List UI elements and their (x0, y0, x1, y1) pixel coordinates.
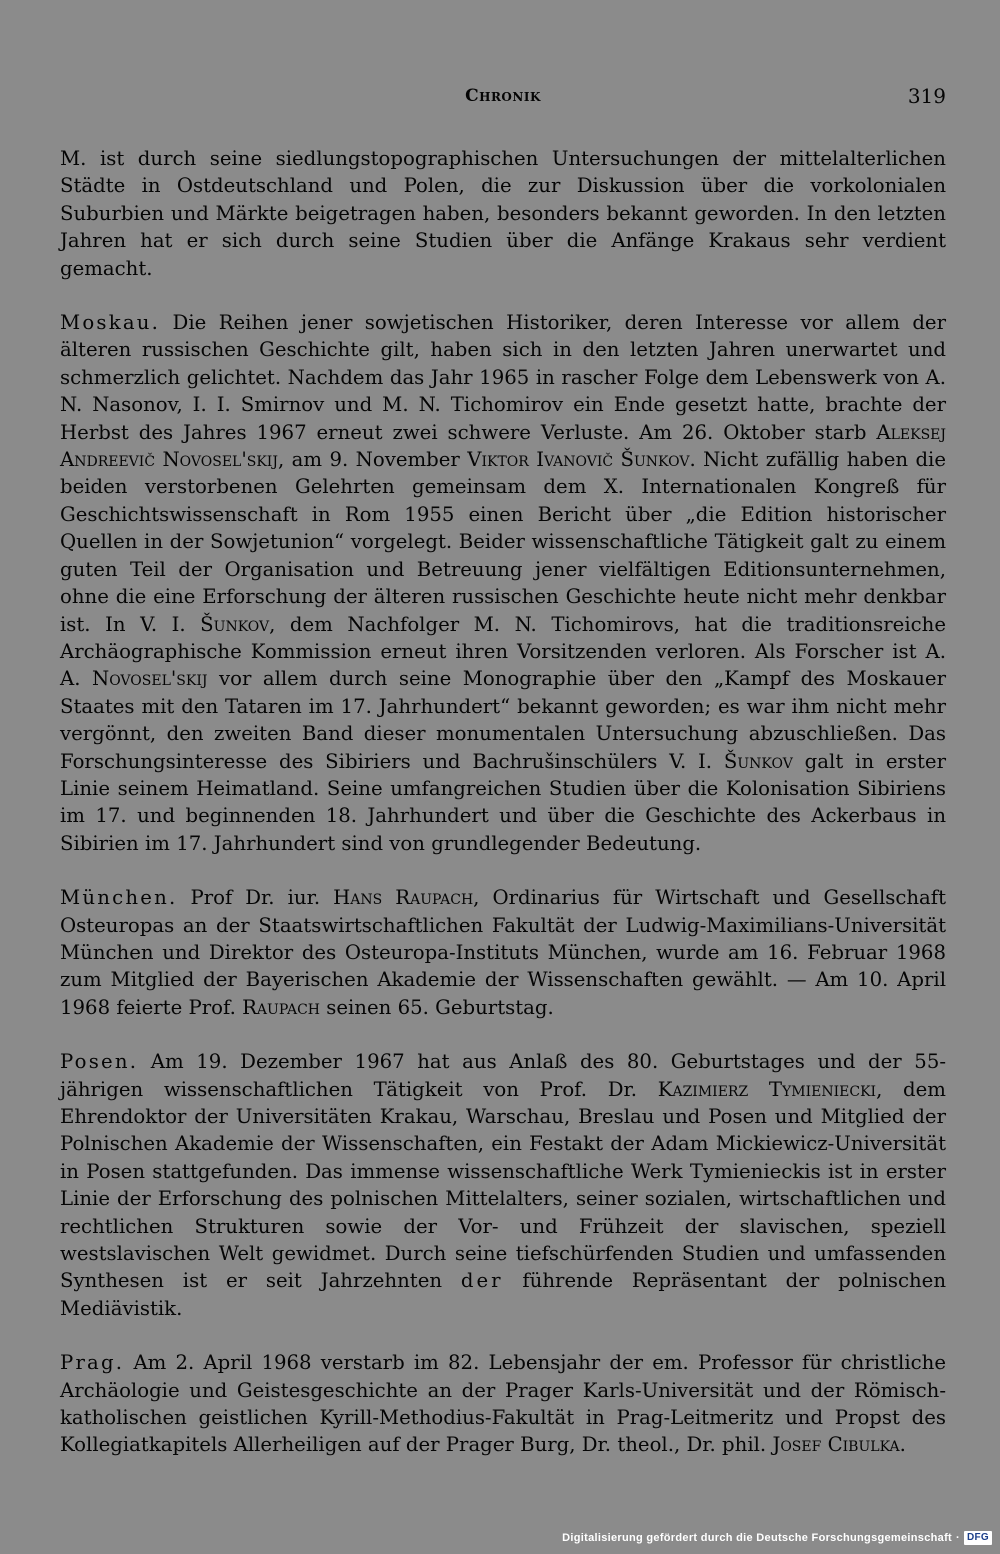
running-head: Chronik (465, 86, 541, 106)
paragraph-intro (60, 145, 946, 282)
paragraph-text: . Nicht zufällig haben die beiden verstorbenen Gelehrten gemeinsam dem X. Internationalen Kongreß für Geschichtswissenschaft in Rom 1955 einen Bericht über „die Edition historischer Quellen in der Sowjetunion“ vorgelegt. Beider wissenschaftliche Tätigkeit galt zu einem guten Teil der Organisation und Betreuung jener vielfältigen Editionsunternehmen, ohne die eine Erforschung der älteren russischen Geschichte heute nicht mehr denkbar ist. In V. I. (60, 448, 947, 636)
paragraph-text: Die Reihen jener sowjetischen Historiker, deren Interesse vor allem der älteren russischen Geschichte gilt, haben sich in den letzten Jahren unerwartet und schmerzlich gelichtet. Nachdem das Jahr 1965 in rascher Folge dem Lebenswerk von A. N. Nasonov, I. I. Smirnov und M. N. Tichomirov ein Ende gesetzt hatte, brachte der Herbst des Jahres 1967 erneut zwei schwere Verluste. Am 26. Oktober starb (60, 311, 946, 444)
place-name: Moskau. (60, 311, 161, 335)
paragraph-text: , am 9. November (277, 448, 468, 472)
person-name: Viktor Ivanovič Šunkov (467, 448, 690, 472)
paragraph-text: vor allem durch seine Monographie über den „Kampf des Moskauer Staates mit den Tataren im 17. Jahrhundert“ bekannt geworden; es war ihm nicht mehr vergönnt, den zweiten Band dieser monumentalen Untersuchung abzuschließen. Das Forschungsinteresse des Sibiriers und Bachrušinschülers V. I. (60, 667, 946, 773)
paragraph-text: , dem Ehrendoktor der Universitäten Krakau, Warschau, Breslau und Posen und Mitglied der Polnischen Akademie der Wissenschaften, ein Festakt der Adam Mickiewicz-Universität in Posen stattgefunden. Das immense wissenschaftliche Werk Tymienieckis ist in erster Linie der Erforschung des polnischen Mittelalters, seiner sozialen, wirtschaftlichen und rechtlichen Strukturen sowie der Vor- und Frühzeit der slavischen, speziell westslavischen Welt gewidmet. Durch seine tiefschürfenden Studien und umfassenden Synthesen ist er seit Jahrzehnten (60, 1077, 946, 1293)
place-name: Posen. (60, 1050, 139, 1074)
paragraph-moskau (60, 309, 946, 857)
person-name: Šunkov (723, 749, 793, 773)
paragraph-prag (60, 1349, 946, 1459)
paragraph-posen (60, 1048, 946, 1322)
place-name: Prag. (60, 1351, 125, 1375)
text-body (60, 145, 946, 1459)
page-number: 319 (907, 84, 946, 108)
paragraph-text: . (899, 1433, 906, 1457)
person-name: Josef Cibulka (772, 1433, 900, 1457)
person-name: Raupach (242, 995, 320, 1019)
paragraph-text: , dem Nachfolger M. N. Tichomirovs, hat die traditionsreiche Archäographische Kommission erneut ihren Vorsitzenden verloren. Als Forscher ist A. A. (60, 612, 946, 691)
dfg-logo-icon: DFG (964, 1531, 992, 1545)
emphasis-text: der (460, 1269, 504, 1293)
paragraph-text: , Ordinarius für Wirtschaft und Gesellschaft Osteuropas an der Staatswirtschaftlichen Fakultät der Ludwig-Maximilians-Universität München und Direktor des Osteuropa-Instituts München, wurde am 16. Februar 1968 zum Mitglied der Bayerischen Akademie der Wissenschaften gewählt. — Am 10. April 1968 feierte Prof. (60, 886, 946, 1019)
paragraph-text: galt in erster Linie seinem Heimatland. Seine umfangreichen Studien über die Kolonisation Sibiriens im 17. und beginnenden 18. Jahrhundert und über die Geschichte des Ackerbaus in Sibirien im 17. Jahrhundert sind von grundlegender Bedeutung. (60, 749, 946, 855)
person-name: Kazimierz Tymieniecki (657, 1077, 877, 1101)
place-name: München. (60, 886, 178, 910)
credit-text: Digitalisierung gefördert durch die Deutsche Forschungsgemeinschaft (562, 1532, 953, 1544)
person-name: Novosel'skij (91, 667, 208, 691)
paragraph-text: Am 2. April 1968 verstarb im 82. Lebensjahr der em. Professor für christliche Archäologie und Geistesgeschichte an der Prager Karls-Universität und der Römisch-katholischen geistlichen Kyrill-Methodius-Fakultät in Prag-Leitmeritz und Propst des Kollegiatkapitels Allerheiligen auf der Prager Burg, Dr. theol., Dr. phil. (60, 1351, 946, 1457)
paragraph-muenchen (60, 884, 946, 1021)
person-name: Šunkov (200, 612, 270, 636)
credit-separator: · (956, 1532, 960, 1544)
paragraph-text: Am 19. Dezember 1967 hat aus Anlaß des 80. Geburtstages und der 55-jährigen wissenschaftlichen Tätigkeit von Prof. Dr. (60, 1050, 946, 1101)
digitization-credit (562, 1528, 992, 1548)
paragraph-text: seinen 65. Geburtstag. (320, 995, 554, 1019)
paragraph-text: führende Repräsentant der polnischen Mediävistik. (60, 1269, 947, 1320)
paragraph-text: Prof Dr. iur. (177, 886, 334, 910)
person-name: Aleksej Andreevič Novosel'skij (60, 420, 946, 472)
person-name: Hans Raupach (333, 886, 474, 910)
page-header (60, 86, 946, 116)
paragraph-text: M. ist durch seine siedlungstopographischen Untersuchungen der mittelalterlichen Städte in Ostdeutschland und Polen, die zur Diskussion über die vorkolonialen Suburbien und Märkte beigetragen haben, besonders bekannt geworden. In den letzten Jahren hat er sich durch seine Studien über die Anfänge Krakaus sehr verdient gemacht. (60, 147, 946, 280)
